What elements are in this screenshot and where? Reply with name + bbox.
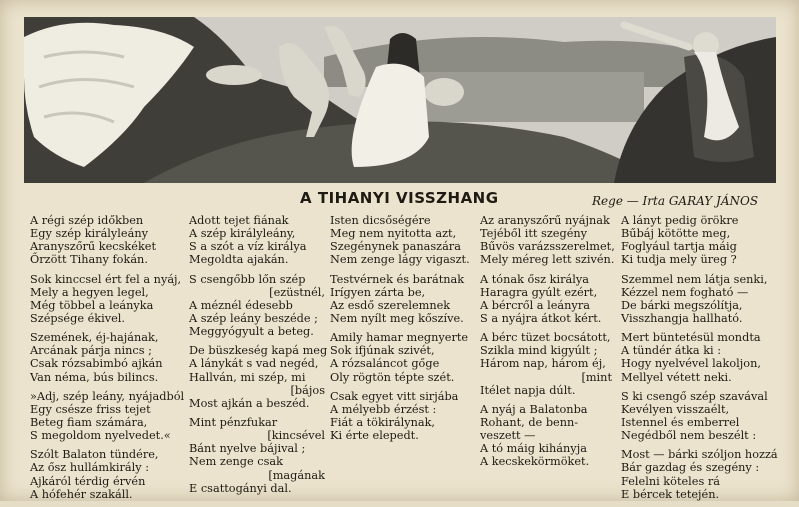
stanza [189,344,328,410]
stanza [330,273,475,326]
illustration [24,17,776,183]
poem-line: Amily hamar megnyerte [330,331,469,345]
poem-line: Mely a hegyen legel, [30,285,149,299]
poem-line: Szépsége ékivel. [30,311,126,325]
poem-line: Szólt Balaton tündére, [30,448,159,462]
poem-line: Visszhangja hallható. [621,311,743,325]
stanza [330,390,475,443]
poem-line: Megoldta ajakán. [189,253,289,267]
poem-line: Szikla mind kigyúlt ; [480,344,598,358]
poem-line: Egy szép királyleány [30,227,148,241]
poem-line: [mint [581,370,612,384]
poem-line: A szép királyleány, [189,227,296,241]
poem-column-4 [480,214,615,475]
poem-line: Bűvös varázsszerelmet, [480,240,615,254]
poem-line: Nem zenge csak [189,455,283,469]
poem-line: Ki tudja mely üreg ? [621,253,737,267]
poem-column-5 [621,214,781,507]
poem-line: A bércről a leányra [480,298,590,312]
poem-line: Hallván, mi szép, mi [189,370,306,384]
poem-column-2 [189,214,328,501]
poem-line: S megoldom nyelvedet.« [30,429,171,443]
poem-line: Ki érte elepedt. [330,429,419,443]
poem-line: Bánt nyelve bájival ; [189,442,306,456]
stanza [30,331,186,384]
poem-line: Meg nem nyitotta azt, [330,227,457,241]
poem-line: Hogy nyelvével lakoljon, [621,357,761,371]
poem-line: Mely méreg lett szivén. [480,253,615,267]
poem-line: Most — bárki szóljon hozzá [621,448,778,462]
poem-line: Egy csésze friss tejet [30,402,151,416]
poem-line: Szemének, éj-hajának, [30,331,159,345]
poem-line: Negédből nem beszélt : [621,429,757,443]
legend-scene-illustration [24,17,776,183]
poem-line: Felelni köteles rá [621,474,720,488]
poem-line: Tejéből itt szegény [480,227,588,241]
stanza [189,273,325,339]
poem-line: Nem zenge lágy vigaszt. [330,253,470,267]
poem-line: Három nap, három éj, [480,357,606,371]
poem-line: Foglyául tartja máig [621,240,737,254]
poem-line: Még többel a leányka [30,298,154,312]
poem-line: Szemmel nem látja senki, [621,272,768,286]
poem-line: Arcának párja nincs ; [30,344,152,358]
poem-line: Mert büntetésül mondta [621,331,761,345]
poem-line: [bájos [290,383,325,397]
poem-column-3 [330,214,475,448]
poem-line: A mélyebb érzést : [330,402,437,416]
poem-line: Kevélyen visszaélt, [621,402,730,416]
poem-line: Nem nyílt meg kőszíve. [330,311,464,325]
poem-line: A lánykát s vad negéd, [189,357,319,371]
stanza [480,403,612,469]
poem-line: Bűbáj kötötte meg, [621,227,731,241]
poem-line: [ezüstnél, [269,285,325,299]
poem-line: De bárki megszólítja, [621,298,743,312]
poem-line: Sok ifjúnak szivét, [330,344,435,358]
poem-line: Az ősz hullámkirály : [30,461,150,475]
poem-line: A tónak ősz királya [480,272,590,286]
poem-line: A méznél édesebb [189,298,293,312]
poem-line: S a szót a víz királya [189,240,307,254]
stanza [480,214,615,267]
poem-line: Testvérnek és barátnak [330,272,465,286]
poem-line: S ki csengő szép szavával [621,389,768,403]
poem-line: A kecskekörmöket. [480,455,590,469]
poem-line: Szegénynek panaszára [330,240,461,254]
stanza [330,331,475,384]
poem-line: A hófehér szakáll. [30,487,133,501]
poem-line: [magának [268,468,325,482]
stanza [30,273,186,326]
poem-line: Itélet napja dúlt. [480,383,576,397]
poem-title: A TIHANYI VISSZHANG [300,189,499,207]
poem-line: Aranyszőrű kecskéket [30,240,157,254]
poem-line: A rózsaláncot gőge [330,357,440,371]
poem-line: A szép leány beszéde ; [189,311,318,325]
poem-line: S csengőbb lőn szép [189,272,306,286]
poem-line: [kincsével [267,429,325,443]
poem-line: Csak rózsabimbó ajkán [30,357,163,371]
poem-line: A nyáj a Balatonba [480,402,588,416]
poem-line: veszett — [480,429,536,443]
poem-line: De büszkeség kapá meg [189,344,328,358]
poem-line: A régi szép időkben [30,214,144,227]
stanza [621,214,781,267]
poem-line: A lányt pedig örökre [621,214,739,227]
poem-line: E bércek tetején. [621,487,720,501]
poem-line: S a nyájra átkot kért. [480,311,602,325]
stanza [30,390,186,443]
poem-column-1 [30,214,186,507]
poem-line: Beteg fiam számára, [30,415,148,429]
poem-line: Mellyel vétett neki. [621,370,732,384]
poem-line: Őrzött Tihany fokán. [30,253,148,267]
stanza [189,416,325,495]
poem-line: E csattogányi dal. [189,481,292,495]
poem-line: A tündér átka ki : [621,344,722,358]
poem-line: A tó máig kihányja [480,442,587,456]
poem-attribution: Rege — Irta GARAY JÁNOS [592,194,759,208]
stanza [189,214,325,267]
poem-line: Az esdő szerelemnek [330,298,451,312]
poem-line: A bérc tüzet bocsátott, [480,331,611,345]
poem-line: Irígyen zárta be, [330,285,426,299]
poem-line: Fiát a tökirálynak, [330,415,436,429]
stanza [621,331,781,384]
poem-line: Sok kinccsel ért fel a nyáj, [30,272,182,286]
poem-line: Az aranyszőrű nyájnak [480,214,610,227]
poem-line: Isten dicsőségére [330,214,431,227]
poem-line: Kézzel nem fogható — [621,285,749,299]
poem-line: Bár gazdag és szegény : [621,461,760,475]
stanza [30,448,186,501]
poem-line: Van néma, bús bilincs. [30,370,159,384]
poem-line: Mint pénzfukar [189,415,278,429]
poem-line: Most ajkán a beszéd. [189,396,310,410]
stanza [621,390,781,443]
poem-line: Istennel és emberrel [621,415,740,429]
stanza [480,273,612,326]
poem-line: Csak egyet vitt sirjába [330,389,459,403]
poem-line: »Adj, szép leány, nyájadból [30,389,185,403]
stanza [30,214,186,267]
poem-line: Ajkáról térdig érvén [30,474,146,488]
stanza [621,448,781,501]
poem-line: Haragra gyúlt ezért, [480,285,598,299]
stanza [621,273,781,326]
poem-line: Adott tejet fiának [189,214,289,227]
poem-line: Meggyógyult a beteg. [189,325,314,339]
poem-line: Rohant, de benn- [480,415,579,429]
poem-line: Oly rögtön tépte szét. [330,370,455,384]
stanza [330,214,475,267]
stanza [480,331,612,397]
